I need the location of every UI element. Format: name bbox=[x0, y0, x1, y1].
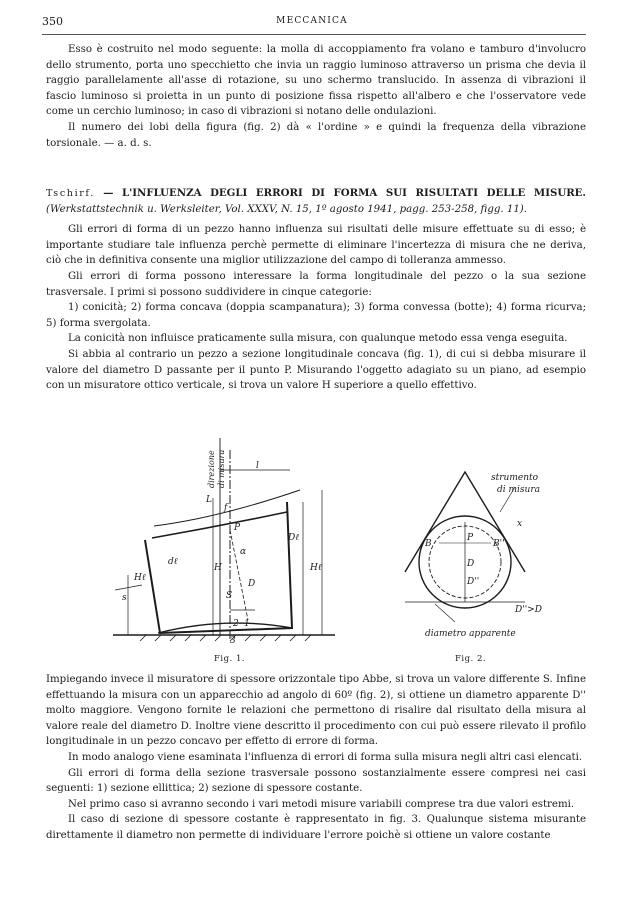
body-paragraph: Gli errori di forma possono interessare la forma longitudinale del pezzo o la sua sezione trasversale. I primi si possono suddividere in cinque categorie: bbox=[46, 270, 586, 298]
figure-1-diagram bbox=[110, 430, 355, 650]
pointer-left bbox=[115, 585, 142, 590]
label-P: P bbox=[467, 533, 474, 543]
body-paragraph: In modo analogo viene esaminata l'influenza di errori di forma sulla misura negli altri casi elencati. bbox=[68, 751, 583, 763]
intro-block bbox=[46, 42, 586, 151]
label-x: x bbox=[517, 519, 523, 529]
article-author: Tschirf. bbox=[46, 188, 95, 199]
label-B2: B'' bbox=[493, 539, 505, 549]
label-H: H bbox=[214, 563, 222, 573]
label-relation: D''>D bbox=[515, 605, 542, 615]
label-HL: Hℓ bbox=[310, 563, 322, 573]
label-D2: D'' bbox=[467, 577, 480, 587]
label-s: s bbox=[122, 593, 127, 603]
label-l: l bbox=[256, 461, 259, 471]
body-paragraph: Nel primo caso si avranno secondo i vari metodi misure variabili comprese tra due valori estremi. bbox=[68, 798, 575, 810]
running-header bbox=[42, 15, 582, 29]
article-continuation bbox=[46, 672, 586, 844]
label-P: P bbox=[234, 523, 241, 533]
label-1: 1 bbox=[244, 619, 250, 629]
label-L: L bbox=[206, 495, 212, 505]
label-instrument: strumento bbox=[491, 473, 539, 483]
body-paragraph: Gli errori di forma della sezione trasversale possono sostanzialmente essere compresi nei casi seguenti: 1) sezione ellittica; 2) sezione di spessore costante. bbox=[46, 767, 586, 795]
article-heading bbox=[46, 186, 586, 217]
label-Hl: Hℓ bbox=[134, 573, 146, 583]
intro-paragraph: Esso è costruito nel modo seguente: la molla di accoppiamento fra volano e tamburo d'involucro dello strumento, porta uno specchietto che invia un raggio luminoso attraverso un prisma che devia il raggio parallelamente all'asse di rotazione, su uno schermo translucido. In assenza di vibrazioni il fascio luminoso si proietta in un punto di posizione fissa rispetto all'albero e che l'osservatore vede come un cerchio luminoso; in caso di vibrazioni si notano delle ondulazioni. bbox=[46, 44, 586, 118]
label-S: S bbox=[226, 591, 233, 601]
inclined-line bbox=[230, 530, 248, 620]
label-alpha: α bbox=[240, 547, 247, 557]
body-paragraph: Gli errori di forma di un pezzo hanno influenza sui risultati delle misure effettuate su di esso; è importante studiare tale influenza perchè permette di eliminare l'incertezza di misura che ne deriva, ciò che in definitiva consente una miglior utilizzazione del campo di tolleranza ammesso. bbox=[46, 224, 586, 267]
base-hatching bbox=[140, 635, 311, 641]
header-rule bbox=[42, 34, 586, 35]
label-direction: direzione bbox=[207, 450, 216, 488]
running-title: MECCANICA bbox=[276, 16, 348, 26]
label-f: f bbox=[224, 503, 228, 513]
page-number: 350 bbox=[42, 15, 63, 28]
article-source: (Werkstattstechnik u. Werksleiter, Vol. XXXV, N. 15, 1º agosto 1941, pagg. 253-258, figg. 11). bbox=[46, 203, 528, 215]
body-paragraph: Il caso di sezione di spessore costante è rappresentato in fig. 3. Qualunque sistema misurante direttamente il diametro non permette di individuare l'errore poichè si ottiene un valore costante bbox=[46, 814, 586, 841]
body-paragraph: Impiegando invece il misuratore di spessore orizzontale tipo Abbe, si trova un valore differente S. Infine effettuando la misura con un apparecchio ad angolo di 60º (fig. 2), si ottiene un diametro apparente D'' molto maggiore. Vengono fornite le relazioni che permettono di risalire dal risultato della misura al valore reale del diametro D. Inoltre viene descritto il procedimento con cui può essere rilevato il profilo longitudinale in un pezzo concavo per effetto di errore di forma. bbox=[46, 674, 586, 748]
label-D: D bbox=[467, 559, 475, 569]
label-2: 2 bbox=[233, 619, 239, 629]
label-D: D bbox=[248, 579, 256, 589]
label-apparent: diametro apparente bbox=[425, 629, 516, 639]
label-direction-2: di misura bbox=[217, 449, 226, 488]
article-title: — L'INFLUENZA DEGLI ERRORI DI FORMA SUI RISULTATI DELLE MISURE. bbox=[103, 187, 586, 199]
figure-2-diagram bbox=[395, 462, 580, 642]
figure-1-caption: Fig. 1. bbox=[214, 654, 246, 664]
body-paragraph: Si abbia al contrario un pezzo a sezione longitudinale concava (fig. 1), di cui si debba misurare il valore del diametro D passante per il punto P. Misurando l'oggetto adagiato su un piano, ad esempio con un misuratore ottico verticale, si trova un valore H superiore a quello effettivo. bbox=[46, 348, 586, 392]
body-paragraph: La conicità non influisce praticamente sulla misura, con qualunque metodo essa venga eseguita. bbox=[68, 333, 568, 345]
body-paragraph: 1) conicità; 2) forma concava (doppia scampanatura); 3) forma convessa (botte); 4) forma ricurva; 5) forma svergolata. bbox=[46, 302, 586, 329]
label-B: B bbox=[425, 539, 432, 549]
label-instrument-2: di misura bbox=[497, 485, 540, 495]
figure-2-caption: Fig. 2. bbox=[455, 654, 487, 664]
article-block bbox=[46, 186, 586, 394]
piece-top-profile bbox=[152, 512, 287, 538]
label-dl: dℓ bbox=[168, 557, 178, 567]
intro-paragraph: Il numero dei lobi della figura (fig. 2) dà « l'ordine » e quindi la frequenza della vibrazione torsionale. — a. d. s. bbox=[46, 121, 586, 149]
label-Dl: Dℓ bbox=[288, 533, 299, 543]
figure-2-labels bbox=[424, 473, 542, 639]
label-3: 3 bbox=[230, 636, 236, 646]
